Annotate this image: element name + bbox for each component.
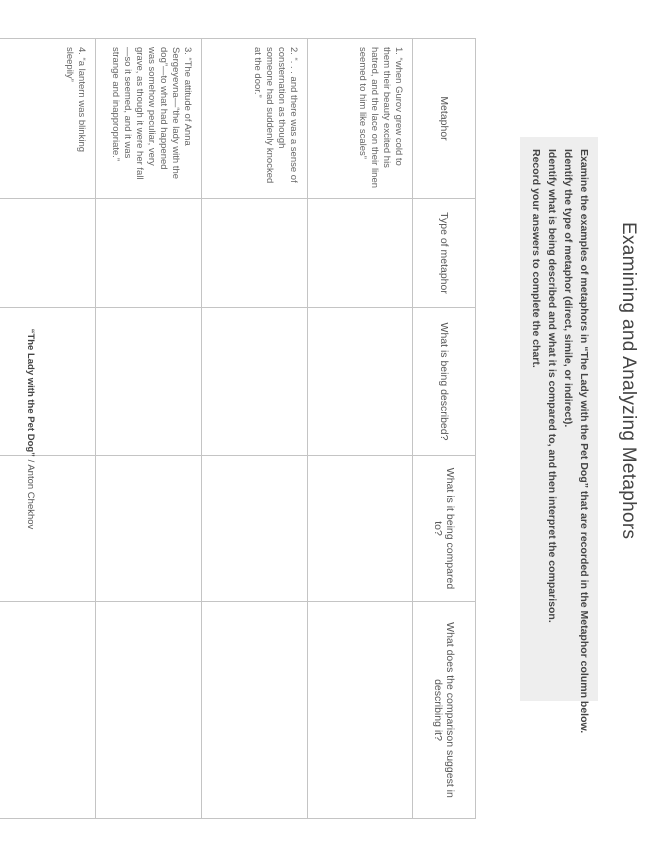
metaphor-cell: 1. “when Gurov grew cold to them their beauty excited his hatred, and the lace on their linen seemed to him like scales” — [308, 39, 413, 199]
metaphor-cell: 2. “. . . and there was a sense of consternation as though someone had suddenly knocked at the door.” — [202, 39, 308, 199]
table-row — [202, 39, 308, 819]
type-answer-cell[interactable] — [308, 199, 413, 308]
type-answer-cell[interactable] — [0, 199, 96, 308]
compared-answer-cell[interactable] — [96, 456, 202, 602]
instruction-line: Examine the examples of metaphors in “The Lady with the Pet Dog” that are recorded in the Metaphor column below. — [578, 149, 590, 734]
instructions-box — [520, 137, 598, 734]
header-suggest: What does the comparison suggest in describing it? — [413, 602, 476, 819]
compared-answer-cell[interactable] — [202, 456, 308, 602]
table-row — [0, 39, 96, 819]
described-answer-cell[interactable] — [0, 308, 96, 456]
type-answer-cell[interactable] — [96, 199, 202, 308]
footer-author: Anton Chekhov — [25, 464, 36, 530]
footer-separator: / — [25, 456, 36, 465]
described-answer-cell[interactable] — [308, 308, 413, 456]
table-row — [308, 39, 413, 819]
page-title: Examining and Analyzing Metaphors — [618, 222, 639, 540]
metaphor-chart — [0, 38, 476, 819]
footer-citation — [25, 0, 36, 858]
header-type: Type of metaphor — [413, 199, 476, 308]
metaphor-cell: 4. “a lantern was blinking sleepily” — [0, 39, 96, 199]
metaphor-cell: 3. “The attitude of Anna Sergeyevna—“the lady with the dog”—to what had happened was somehow peculiar, very grave, as though it were her fall—so it seemed, and it was strange and inappropriate.” — [96, 39, 202, 199]
header-row — [413, 39, 476, 819]
table-row — [96, 39, 202, 819]
instruction-line: Identify what is being described and what it is compared to, and then interpret the comparison. — [546, 149, 558, 623]
suggest-answer-cell[interactable] — [308, 602, 413, 819]
header-described: What is being described? — [413, 308, 476, 456]
header-metaphor: Metaphor — [413, 39, 476, 199]
suggest-answer-cell[interactable] — [0, 602, 96, 819]
suggest-answer-cell[interactable] — [202, 602, 308, 819]
suggest-answer-cell[interactable] — [96, 602, 202, 819]
type-answer-cell[interactable] — [202, 199, 308, 308]
header-compared: What is it being compared to? — [413, 456, 476, 602]
compared-answer-cell[interactable] — [308, 456, 413, 602]
compared-answer-cell[interactable] — [0, 456, 96, 602]
footer-work-title: “The Lady with the Pet Dog” — [25, 328, 36, 457]
instruction-line: Record your answers to complete the chart. — [530, 149, 542, 368]
described-answer-cell[interactable] — [202, 308, 308, 456]
described-answer-cell[interactable] — [96, 308, 202, 456]
instruction-line: Identify the type of metaphor (direct, simile, or indirect). — [562, 149, 574, 428]
